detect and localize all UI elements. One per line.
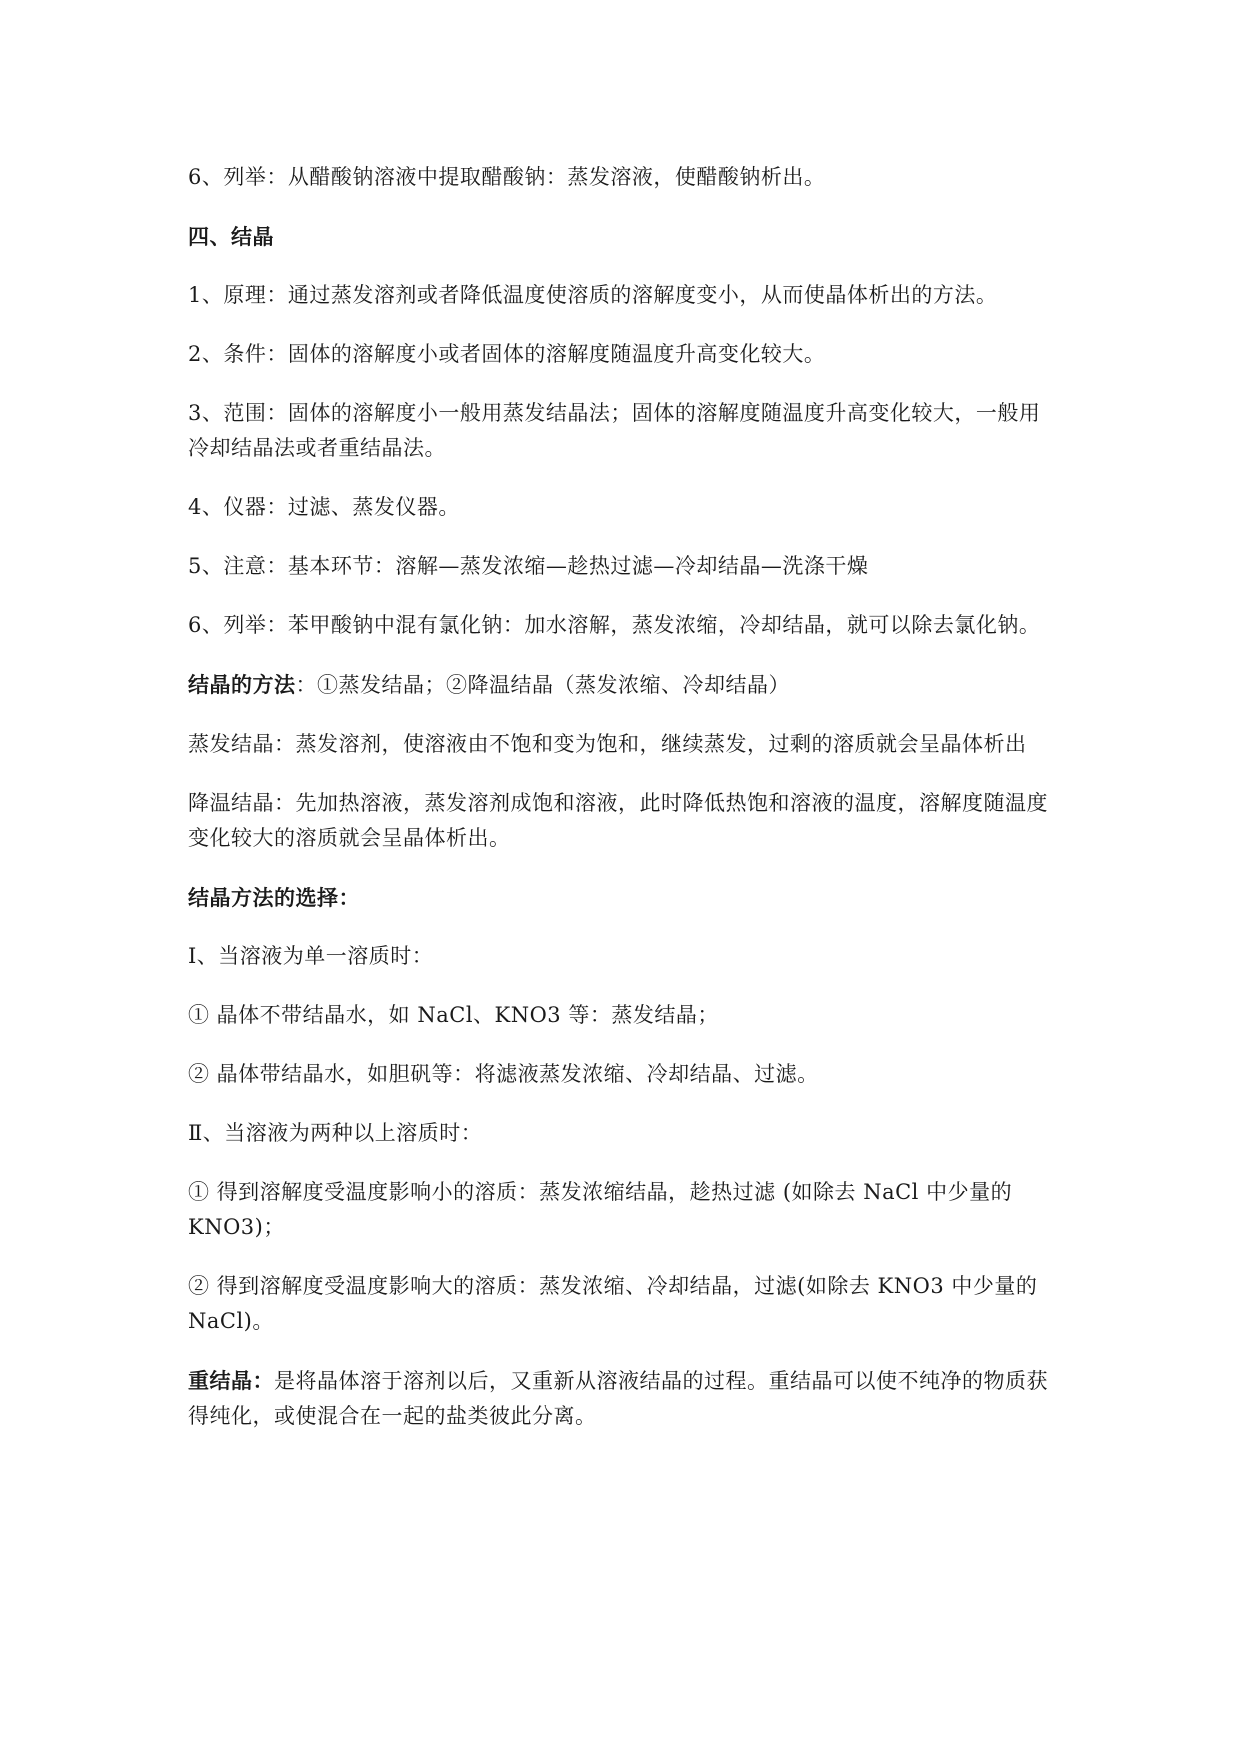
- paragraph-conditions: 2、条件：固体的溶解度小或者固体的溶解度随温度升高变化较大。: [188, 342, 826, 366]
- paragraph-low-temperature-effect: ① 得到溶解度受温度影响小的溶质：蒸发浓缩结晶，趁热过滤 (如除去 NaCl 中少量的 KNO3)；: [188, 1180, 1013, 1239]
- paragraph-example-sodium-benzoate: 6、列举：苯甲酸钠中混有氯化钠：加水溶解，蒸发浓缩，冷却结晶，就可以除去氯化钠。: [188, 613, 1041, 637]
- paragraph-multiple-solutes: Ⅱ、当溶液为两种以上溶质时：: [188, 1121, 483, 1145]
- methods-bold-label: 结晶的方法: [188, 672, 296, 697]
- paragraph-crystallization-methods: [188, 667, 1058, 703]
- paragraph-high-temperature-effect: ② 得到溶解度受温度影响大的溶质：蒸发浓缩、冷却结晶，过滤(如除去 KNO3 中少量的 NaCl)。: [188, 1274, 1038, 1333]
- paragraph-with-water-of-crystallization: ② 晶体带结晶水，如胆矾等：将滤液蒸发浓缩、冷却结晶、过滤。: [188, 1062, 819, 1086]
- subheading-method-selection: 结晶方法的选择：: [188, 885, 360, 910]
- recrystallization-text: 是将晶体溶于溶剂以后，又重新从溶液结晶的过程。重结晶可以使不纯净的物质获得纯化，或使混合在一起的盐类彼此分离。: [188, 1369, 1048, 1428]
- paragraph-single-solute: Ⅰ、当溶液为单一溶质时：: [188, 944, 434, 968]
- methods-text: ：①蒸发结晶；②降温结晶（蒸发浓缩、冷却结晶）: [295, 673, 790, 697]
- paragraph-principle: 1、原理：通过蒸发溶剂或者降低温度使溶质的溶解度变小，从而使晶体析出的方法。: [188, 283, 998, 307]
- paragraph-notes: 5、注意：基本环节：溶解—蒸发浓缩—趁热过滤—冷却结晶—洗涤干燥: [188, 554, 869, 578]
- paragraph-cooling-crystallization: 降温结晶：先加热溶液，蒸发溶剂成饱和溶液，此时降低热饱和溶液的温度，溶解度随温度变化较大的溶质就会呈晶体析出。: [188, 791, 1048, 850]
- paragraph-scope: 3、范围：固体的溶解度小一般用蒸发结晶法；固体的溶解度随温度升高变化较大，一般用冷却结晶法或者重结晶法。: [188, 401, 1041, 460]
- paragraph-recrystallization: [188, 1363, 1058, 1434]
- recrystallization-bold-label: 重结晶：: [188, 1368, 274, 1393]
- paragraph-evaporative-crystallization: 蒸发结晶：蒸发溶剂，使溶液由不饱和变为饱和，继续蒸发，过剩的溶质就会呈晶体析出: [188, 732, 1027, 756]
- paragraph-example-sodium-acetate: 6、列举：从醋酸钠溶液中提取醋酸钠：蒸发溶液，使醋酸钠析出。: [188, 165, 826, 189]
- section-heading-crystallization: 四、结晶: [188, 224, 274, 249]
- paragraph-no-water-of-crystallization: ① 晶体不带结晶水，如 NaCl、KNO3 等：蒸发结晶；: [188, 1003, 719, 1027]
- paragraph-instruments: 4、仪器：过滤、蒸发仪器。: [188, 495, 460, 519]
- document-page: [188, 160, 1058, 1458]
